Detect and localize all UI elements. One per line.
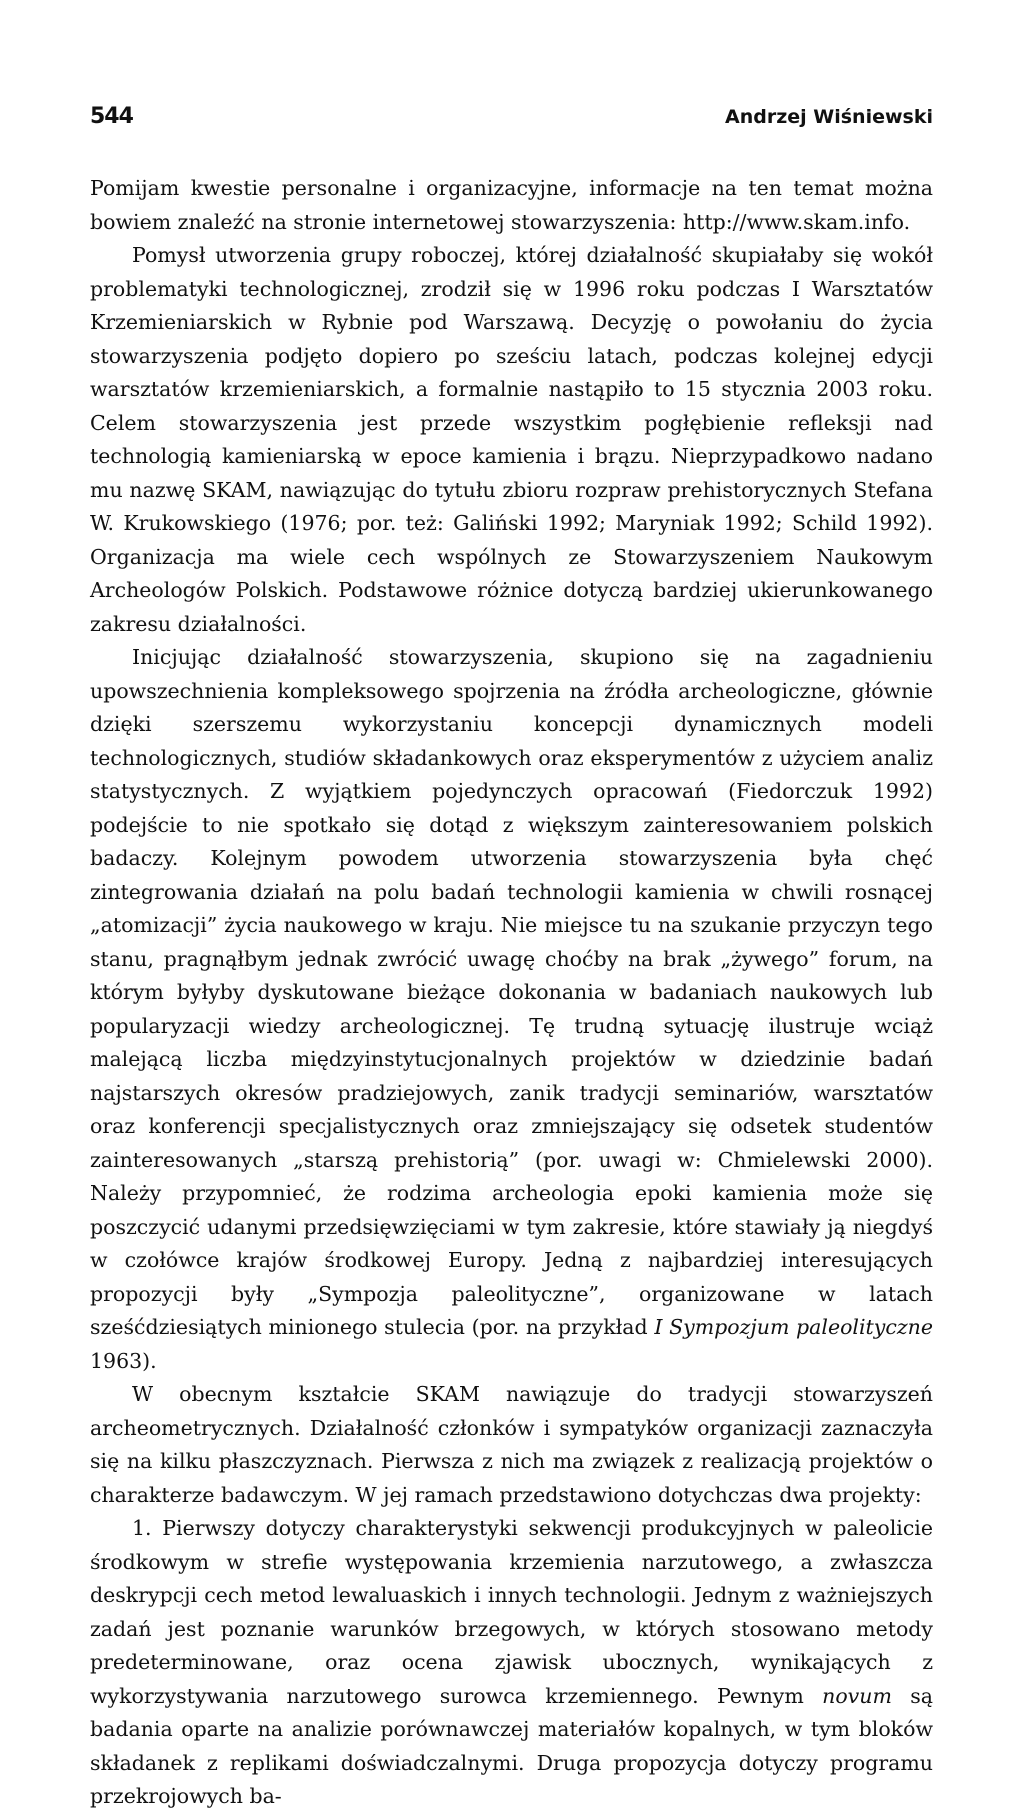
paragraph-text: W obecnym kształcie SKAM nawiązuje do tradycji stowarzyszeń archeometrycznych. Działalność członków i sympatyków organizacji zaznaczyła się na kilku płaszczyznach. Pierwsza z nich ma związek z realizacją projektów o charakterze badawczym. W jej ramach przedstawiono dotychczas dwa projekty: [90, 1382, 933, 1507]
paragraph-text: Inicjując działalność stowarzyszenia, skupiono się na zagadnieniu upowszechnienia kompleksowego spojrzenia na źródła archeologiczne, głównie dzięki szerszemu wykorzystaniu koncepcji dynamicznych modeli technologicznych, studiów składankowych oraz eksperymentów z użyciem analiz statystycznych. Z wyjątkiem pojedynczych opracowań (Fiedorczuk 1992) podejście to nie spotkało się dotąd z większym zainteresowaniem polskich badaczy. Kolejnym powodem utworzenia stowarzyszenia była chęć zintegrowania działań na polu badań technologii kamienia w chwili rosnącej „atomizacji” życia naukowego w kraju. Nie miejsce tu na szukanie przyczyn tego stanu, pragnąłbym jednak zwrócić uwagę choćby na brak „żywego” forum, na którym byłyby dyskutowane bieżące dokonania w badaniach naukowych lub popularyzacji wiedzy archeologicznej. Tę trudną sytuację ilustruje wciąż malejącą liczba międzyinstytucjonalnych projektów w dziedzinie badań najstarszych okresów pradziejowych, zanik tradycji seminariów, warsztatów oraz konferencji specjalistycznych oraz zmniejszający się odsetek studentów zainteresowanych „starszą prehistorią” (por. uwagi w: Chmielewski 2000). Należy przypomnieć, że rodzima archeologia epoki kamienia może się poszczycić udanymi przedsięwzięciami w tym zakresie, które stawiały ją niegdyś w czołówce krajów środkowej Europy. Jedną z najbardziej interesujących propozycji były „Sympozja paleolityczne”, organizowane w latach sześćdziesiątych minionego stulecia (por. na przykład [90, 645, 933, 1339]
paragraph-text-tail: 1963). [90, 1348, 157, 1373]
paragraph-text: 1. Pierwszy dotyczy charakterystyki sekwencji produkcyjnych w paleolicie środkowym w strefie występowania krzemienia narzutowego, a zwłaszcza deskrypcji cech metod lewaluaskich i innych technologii. Jednym z ważniejszych zadań jest poznanie warunków brzegowych, w których stosowano metody predeterminowane, oraz ocena zjawisk ubocznych, wynikających z wykorzystywania narzutowego surowca krzemiennego. Pewnym [90, 1516, 933, 1708]
running-head-author: Andrzej Wiśniewski [725, 106, 933, 128]
paragraph-text: Pomijam kwestie personalne i organizacyjne, informacje na ten temat można bowiem znaleźć na stronie internetowej stowarzyszenia: http://www.skam.info. [90, 176, 933, 234]
paragraph-origin [90, 239, 933, 641]
italic-term: novum [822, 1683, 892, 1708]
paragraph-current-shape [90, 1378, 933, 1512]
paragraph-goals [90, 641, 933, 1378]
paragraph-project-1 [90, 1512, 933, 1814]
italic-title: I Sympozjum paleolityczne [654, 1315, 933, 1339]
article-body [90, 172, 933, 1814]
paragraph-text-tail: są badania oparte na analizie porównawczej materiałów kopalnych, w tym bloków składanek z replikami doświadczalnymi. Druga propozycja dotyczy programu przekrojowych ba- [90, 1683, 934, 1808]
page-number: 544 [90, 104, 133, 129]
paragraph-intro [90, 172, 933, 239]
page-header [90, 104, 933, 140]
paragraph-text: Pomysł utworzenia grupy roboczej, której działalność skupiałaby się wokół problematyki technologicznej, zrodził się w 1996 roku podczas I Warsztatów Krzemieniarskich w Rybnie pod Warszawą. Decyzję o powołaniu do życia stowarzyszenia podjęto dopiero po sześciu latach, podczas kolejnej edycji warsztatów krzemieniarskich, a formalnie nastąpiło to 15 stycznia 2003 roku. Celem stowarzyszenia jest przede wszystkim pogłębienie refleksji nad technologią kamieniarską w epoce kamienia i brązu. Nieprzypadkowo nadano mu nazwę SKAM, nawiązując do tytułu zbioru rozpraw prehistorycznych Stefana W. Krukowskiego (1976; por. też: Galiński 1992; Maryniak 1992; Schild 1992). Organizacja ma wiele cech wspólnych ze Stowarzyszeniem Naukowym Archeologów Polskich. Podstawowe różnice dotyczą bardziej ukierunkowanego zakresu działalności. [90, 243, 933, 636]
